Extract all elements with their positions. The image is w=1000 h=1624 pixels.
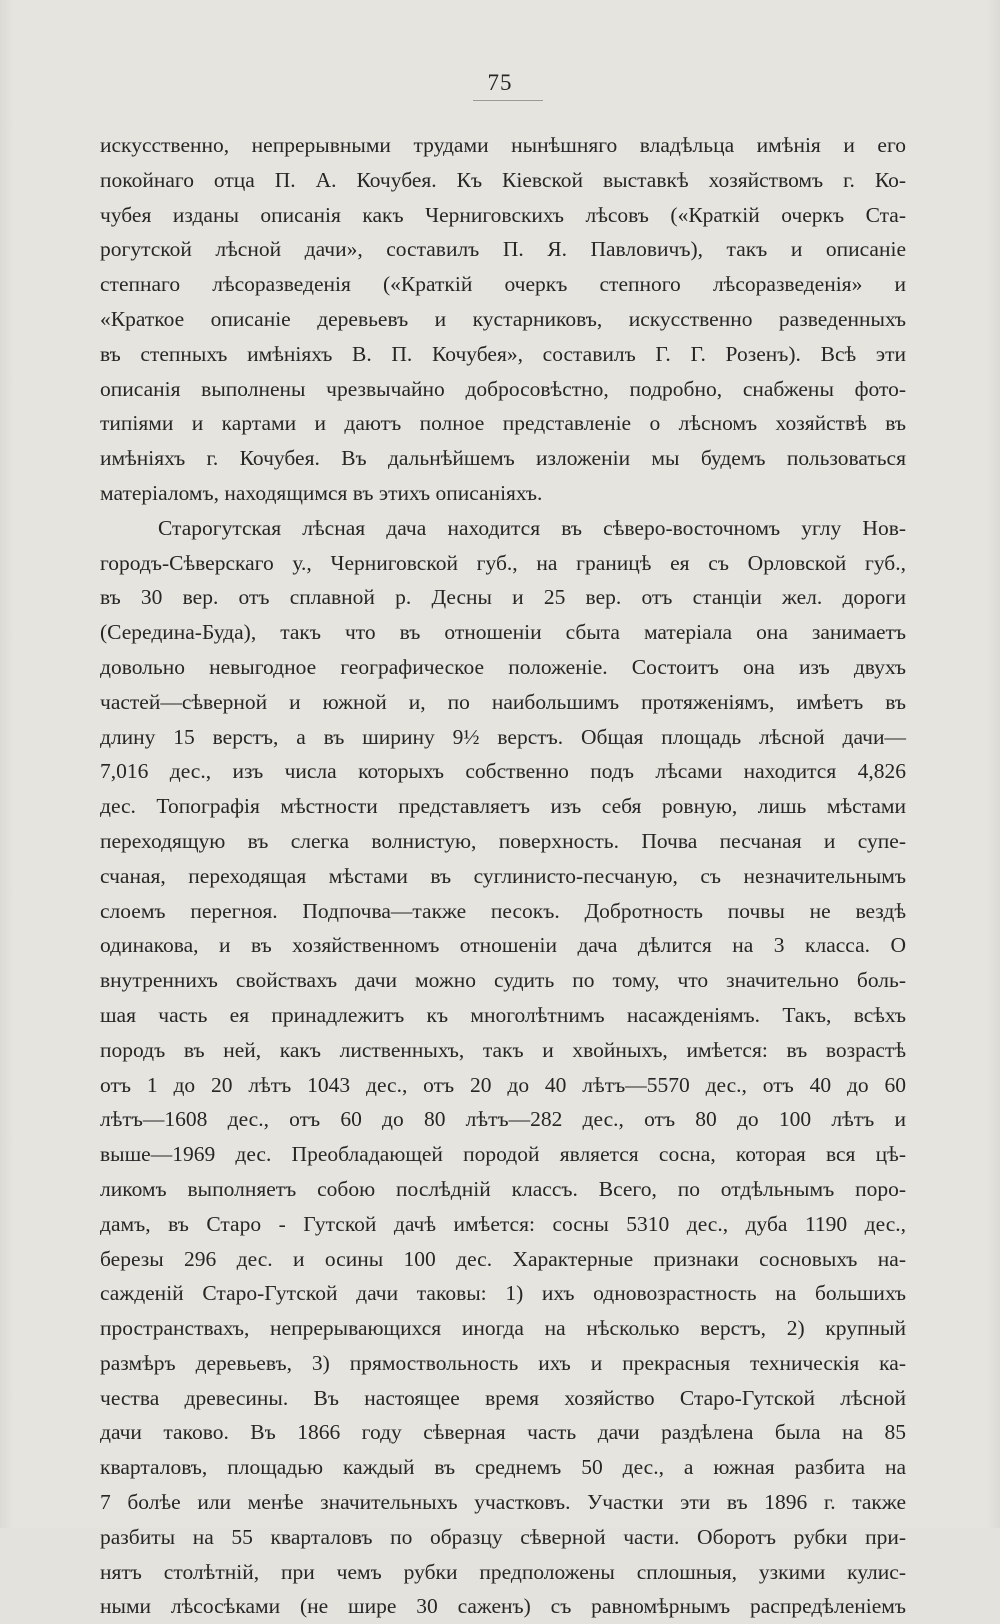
text-line: 7,016 дес., изъ числа которыхъ собственно подъ лѣсами находится 4,826	[100, 759, 906, 784]
text-line: березы 296 дес. и осины 100 дес. Характерные признаки сосновыхъ на-	[100, 1246, 906, 1271]
text-line: дес. Топографія мѣстности представляетъ изъ себя ровную, лишь мѣстами	[100, 794, 906, 819]
paragraph	[100, 511, 906, 1624]
text-line: 7 болѣе или менѣе значительныхъ участковъ. Участки эти въ 1896 г. также	[100, 1490, 906, 1515]
text-line: слоемъ перегноя. Подпочва—также песокъ. Добротность почвы не вездѣ	[100, 898, 906, 923]
text-line: (Середина-Буда), такъ что въ отношеніи сбыта матеріала она занимаетъ	[100, 620, 906, 645]
body-text	[100, 128, 906, 1624]
text-line: имѣніяхъ г. Кочубея. Въ дальнѣйшемъ изложеніи мы будемъ пользоваться	[100, 446, 906, 471]
text-line: Старогутская лѣсная дача находится въ сѣверо-восточномъ углу Нов-	[158, 515, 906, 540]
text-line: породъ въ ней, какъ лиственныхъ, такъ и хвойныхъ, имѣется: въ возрастѣ	[100, 1037, 906, 1062]
text-line: покойнаго отца П. А. Кочубея. Къ Кіевской выставкѣ хозяйствомъ г. Ко-	[100, 167, 906, 192]
text-line: внутреннихъ свойствахъ дачи можно судить по тому, что значительно боль-	[100, 968, 906, 993]
text-line: лѣтъ—1608 дес., отъ 60 до 80 лѣтъ—282 дес., отъ 80 до 100 лѣтъ и	[100, 1107, 906, 1132]
text-line: нятъ столѣтній, при чемъ рубки предположены сплошныя, узкими кулис-	[100, 1559, 906, 1584]
text-line: матеріаломъ, находящимся въ этихъ описаніяхъ.	[100, 480, 543, 505]
text-line: ными лѣсосѣками (не шире 30 саженъ) съ равномѣрнымъ распредѣленіемъ	[100, 1594, 906, 1619]
paragraph	[100, 128, 906, 511]
text-line: типіями и картами и даютъ полное представленіе о лѣсномъ хозяйствѣ въ	[100, 411, 906, 436]
text-line: выше—1969 дес. Преобладающей породой является сосна, которая вся цѣ-	[100, 1142, 906, 1167]
text-line: счаная, переходящая мѣстами въ суглинисто-песчаную, съ незначительнымъ	[100, 863, 906, 888]
text-line: дачи таково. Въ 1866 году сѣверная часть дачи раздѣлена была на 85	[100, 1420, 906, 1445]
text-line: частей—сѣверной и южной и, по наибольшимъ протяженіямъ, имѣетъ въ	[100, 689, 906, 714]
text-line: описанія выполнены чрезвычайно добросовѣстно, подробно, снабжены фото-	[100, 376, 906, 401]
page-number: 75	[487, 70, 513, 95]
text-line: чества древесины. Въ настоящее время хозяйство Старо-Гутской лѣсной	[100, 1385, 906, 1410]
text-line: довольно невыгодное географическое положеніе. Состоитъ она изъ двухъ	[100, 654, 906, 679]
text-line: чубея изданы описанія какъ Черниговскихъ лѣсовъ («Краткій очеркъ Ста-	[100, 202, 906, 227]
text-line: кварталовъ, площадью каждый въ среднемъ 50 дес., а южная разбита на	[100, 1455, 906, 1480]
text-line: ликомъ выполняетъ собою послѣдній классъ. Всего, по отдѣльнымъ поро-	[100, 1176, 906, 1201]
text-line: размѣръ деревьевъ, 3) прямоствольность ихъ и прекрасныя техническія ка-	[100, 1350, 906, 1375]
text-line: городъ-Сѣверскаго у., Черниговской губ., на границѣ ея съ Орловской губ.,	[100, 550, 906, 575]
text-line: пространствахъ, непрерывающихся иногда на нѣсколько верстъ, 2) крупный	[100, 1316, 906, 1341]
page-number-rule	[473, 100, 543, 101]
text-line: искусственно, непрерывными трудами нынѣшняго владѣльца имѣнія и его	[100, 133, 906, 157]
text-line: сажденій Старо-Гутской дачи таковы: 1) ихъ одновозрастность на большихъ	[100, 1281, 906, 1306]
text-line: разбиты на 55 кварталовъ по образцу сѣверной части. Оборотъ рубки при-	[100, 1524, 906, 1549]
text-line: рогутской лѣсной дачи», составилъ П. Я. Павловичъ), такъ и описаніе	[100, 237, 906, 262]
text-line: «Краткое описаніе деревьевъ и кустарниковъ, искусственно разведенныхъ	[100, 306, 906, 331]
text-line: переходящую въ слегка волнистую, поверхность. Почва песчаная и супе-	[100, 828, 906, 853]
text-line: въ 30 вер. отъ сплавной р. Десны и 25 вер. отъ станціи жел. дороги	[100, 585, 906, 610]
text-line: въ степныхъ имѣніяхъ В. П. Кочубея», составилъ Г. Г. Розенъ). Всѣ эти	[100, 341, 906, 366]
text-line: дамъ, въ Старо - Гутской дачѣ имѣется: сосны 5310 дес., дуба 1190 дес.,	[100, 1211, 906, 1236]
text-line: степнаго лѣсоразведенія («Краткій очеркъ степного лѣсоразведенія» и	[100, 272, 906, 297]
text-line: длину 15 верстъ, а въ ширину 9½ верстъ. Общая площадь лѣсной дачи—	[100, 724, 906, 749]
text-line: шая часть ея принадлежитъ къ многолѣтнимъ насажденіямъ. Такъ, всѣхъ	[100, 1002, 906, 1027]
text-line: отъ 1 до 20 лѣтъ 1043 дес., отъ 20 до 40 лѣтъ—5570 дес., отъ 40 до 60	[100, 1072, 906, 1097]
text-line: одинакова, и въ хозяйственномъ отношеніи дача дѣлится на 3 класса. О	[100, 933, 906, 958]
